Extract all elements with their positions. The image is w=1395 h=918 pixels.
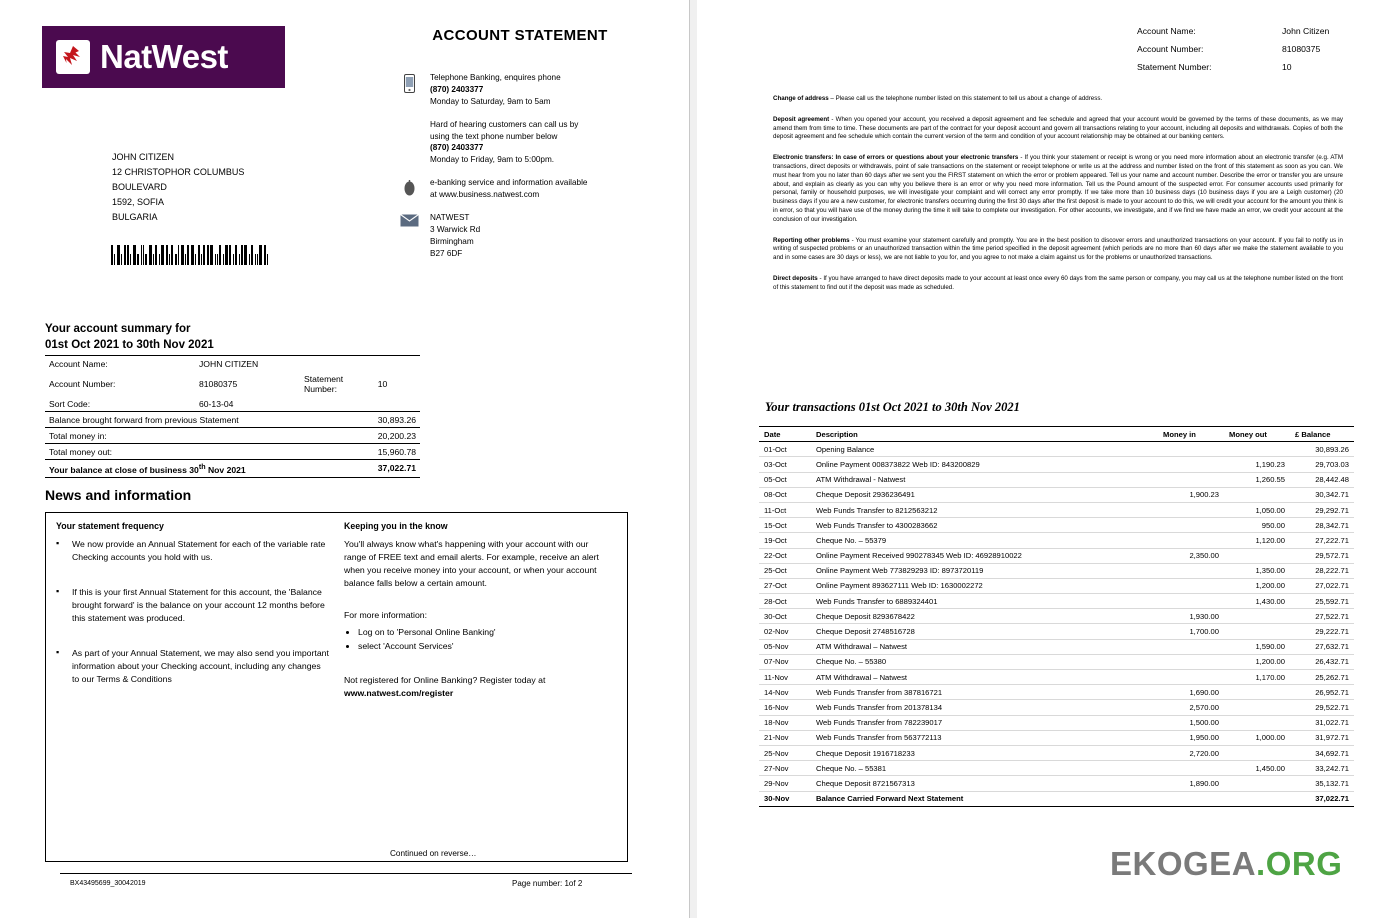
spacer-cell bbox=[374, 396, 420, 412]
contact-line: 3 Warwick Rd bbox=[430, 224, 481, 234]
transactions-table bbox=[759, 426, 1354, 807]
cell-money-out bbox=[1224, 715, 1290, 730]
cell-money-out bbox=[1224, 745, 1290, 760]
cell-money-out: 1,200.00 bbox=[1224, 578, 1290, 593]
cell-money-in bbox=[1158, 472, 1224, 487]
contact-line: Monday to Friday, 9am to 5:00pm. bbox=[430, 155, 555, 165]
transactions-body bbox=[759, 442, 1354, 807]
closing-balance-value: 37,022.71 bbox=[374, 460, 420, 478]
cell-money-out bbox=[1224, 685, 1290, 700]
cell-balance: 37,022.71 bbox=[1290, 791, 1354, 806]
cell-money-out: 1,590.00 bbox=[1224, 639, 1290, 654]
textphone-icon bbox=[388, 119, 430, 167]
footer-divider bbox=[60, 873, 632, 874]
legal-notices bbox=[773, 95, 1343, 305]
closing-balance-row bbox=[45, 460, 420, 478]
closing-balance-label bbox=[45, 460, 374, 478]
cell-money-in: 1,890.00 bbox=[1158, 776, 1224, 791]
closing-label-sup: th bbox=[198, 462, 206, 471]
summary-heading-line2: 01st Oct 2021 to 30th Nov 2021 bbox=[45, 338, 214, 351]
legal-title: Reporting other problems bbox=[773, 236, 850, 244]
legal-paragraph bbox=[773, 237, 1343, 263]
account-summary-heading bbox=[45, 322, 214, 353]
cell-money-in bbox=[1158, 578, 1224, 593]
table-row bbox=[759, 578, 1354, 593]
news-heading: News and information bbox=[45, 487, 192, 503]
cell-money-in bbox=[1158, 639, 1224, 654]
contact-line: B27 6DF bbox=[430, 248, 463, 258]
balance-row bbox=[45, 412, 420, 428]
contact-line: Birmingham bbox=[430, 236, 474, 246]
summary-extra-value: 10 bbox=[377, 378, 388, 389]
cell-date: 05-Nov bbox=[759, 639, 811, 654]
balance-label: Total money in: bbox=[45, 428, 374, 444]
cell-date: 25-Oct bbox=[759, 563, 811, 578]
summary-row bbox=[45, 356, 420, 372]
table-row bbox=[759, 624, 1354, 639]
legal-body: - You must examine your statement carefully and promptly. You are in the best position to discover errors and unauthorized transactions on your account. If you fail to notify us in writing of suspected problems or an unauthorized transaction within the time period specified in the deposit agreement (which periods are no more than 60 days after we make the statement available to you and in some cases are 30 days or less), we are not liable to you for, and you agree to not make a claim against us for the problems or unauthorized transactions. bbox=[773, 236, 1343, 262]
column-header-description: Description bbox=[811, 427, 1158, 442]
continued-note: Continued on reverse… bbox=[390, 849, 477, 858]
cell-money-out: 1,430.00 bbox=[1224, 594, 1290, 609]
cell-money-in bbox=[1158, 533, 1224, 548]
table-row bbox=[759, 487, 1354, 502]
legal-paragraph bbox=[773, 154, 1343, 224]
cell-balance: 27,522.71 bbox=[1290, 609, 1354, 624]
cell-money-in bbox=[1158, 594, 1224, 609]
news-right-title: Keeping you in the know bbox=[344, 521, 448, 531]
watermark bbox=[1110, 845, 1342, 883]
cell-money-in bbox=[1158, 563, 1224, 578]
cell-date: 18-Nov bbox=[759, 715, 811, 730]
cell-date: 27-Nov bbox=[759, 761, 811, 776]
cell-date: 14-Nov bbox=[759, 685, 811, 700]
cell-money-out: 1,120.00 bbox=[1224, 533, 1290, 548]
address-line: 1592, SOFIA bbox=[112, 197, 165, 208]
meta-row bbox=[1137, 62, 1329, 72]
cell-date: 19-Oct bbox=[759, 533, 811, 548]
contact-telephone-banking bbox=[388, 72, 633, 108]
account-meta bbox=[1137, 26, 1329, 80]
watermark-suffix: .ORG bbox=[1256, 845, 1343, 882]
contact-textphone bbox=[388, 119, 633, 167]
cell-description: Web Funds Transfer to 6889324401 bbox=[811, 594, 1158, 609]
contact-block bbox=[388, 72, 633, 271]
cell-balance: 35,132.71 bbox=[1290, 776, 1354, 791]
cell-date: 29-Nov bbox=[759, 776, 811, 791]
meta-value: John Citizen bbox=[1282, 26, 1330, 36]
table-row bbox=[759, 472, 1354, 487]
cell-money-out bbox=[1224, 791, 1290, 806]
cell-money-in bbox=[1158, 791, 1224, 806]
transactions-heading: Your transactions 01st Oct 2021 to 30th Nov 2021 bbox=[765, 400, 1020, 414]
news-left-title: Your statement frequency bbox=[56, 521, 164, 531]
news-bullet: ▪ If this is your first Annual Statement for this account, the 'Balance brought forward' is the balance on your account 12 months before this statement was produced. bbox=[56, 586, 330, 625]
balance-label: Balance brought forward from previous Statement bbox=[45, 412, 374, 428]
cell-money-out: 1,200.00 bbox=[1224, 654, 1290, 669]
account-summary-table bbox=[45, 355, 420, 478]
meta-row bbox=[1137, 44, 1329, 54]
legal-body: - If you think your statement or receipt is wrong or you need more information about an electronic transfer (e.g. ATM transactions, direct deposits or withdrawals, point of sale transactions on the statement or receipt telephone or write us at the address and number listed on the front of this statement as soon as you can. We must hear from you no later than 60 days after we sent you the FIRST statement on which the error or problem appeared. Tell us your name and account number. Describe the error or transfer you are unsure about, and explain as clearly as you can why you believe there is an error or why you need more information. Tell us the Pound amount of the suspected error. For consumer accounts used primarily for personal, family or household purposes, we will investigate your complaint and will correct any error promptly. If we take more than 10 business days (10 business days if you are a Leigh customer) (20 business days if you are a new customer, for electronic transfers occurring during the first 30 days after the first deposit is made to your account to do this, we will credit your account for the amount you think is in error, so that you will have use of the money during the time it will take to complete our investigation. For other accounts, we investigate, and if we find we have made an error, we credit your account at the conclusion of our investigation. bbox=[773, 154, 1343, 223]
envelope-icon bbox=[388, 212, 430, 260]
cell-money-out: 1,450.00 bbox=[1224, 761, 1290, 776]
contact-ebanking bbox=[388, 177, 633, 201]
cell-balance: 27,022.71 bbox=[1290, 578, 1354, 593]
table-row bbox=[759, 670, 1354, 685]
cell-money-in bbox=[1158, 518, 1224, 533]
cell-balance: 27,222.71 bbox=[1290, 533, 1354, 548]
cell-money-out: 1,350.00 bbox=[1224, 563, 1290, 578]
news-bullet: ▪ As part of your Annual Statement, we may also send you important information about your Checking account, including any changes to our Terms & Conditions bbox=[56, 647, 330, 686]
contact-phone: (870) 2403377 bbox=[430, 143, 484, 153]
cell-date: 05-Oct bbox=[759, 472, 811, 487]
cell-date: 15-Oct bbox=[759, 518, 811, 533]
cell-date: 03-Oct bbox=[759, 457, 811, 472]
table-row bbox=[759, 639, 1354, 654]
table-row bbox=[759, 745, 1354, 760]
cell-balance: 28,442.48 bbox=[1290, 472, 1354, 487]
news-more-item: • select 'Account Services' bbox=[358, 640, 612, 654]
balance-row bbox=[45, 428, 420, 444]
cell-date: 08-Oct bbox=[759, 487, 811, 502]
cell-money-in: 1,950.00 bbox=[1158, 730, 1224, 745]
news-bullet: ▪ We now provide an Annual Statement for each of the variable rate Checking accounts you hold with us. bbox=[56, 538, 330, 564]
legal-paragraph bbox=[773, 95, 1343, 104]
news-register-text: Not registered for Online Banking? Register today at bbox=[344, 675, 546, 686]
contact-line: NATWEST bbox=[430, 213, 470, 223]
legal-title: Deposit agreement bbox=[773, 115, 830, 123]
table-row bbox=[759, 654, 1354, 669]
statement-page-1 bbox=[0, 0, 690, 918]
mouse-icon bbox=[388, 177, 430, 201]
cell-balance: 30,893.26 bbox=[1290, 442, 1354, 457]
closing-label-b: Nov 2021 bbox=[205, 464, 246, 475]
legal-title: Direct deposits bbox=[773, 274, 818, 282]
meta-value: 10 bbox=[1282, 62, 1292, 72]
summary-value: 60-13-04 bbox=[195, 396, 300, 412]
cell-balance: 33,242.71 bbox=[1290, 761, 1354, 776]
legal-body: - If you have arranged to have direct deposits made to your account at least once every 60 days from the same person or company, you may call us at the telephone number listed on the front of this statement to find out if the deposit was made as scheduled. bbox=[773, 274, 1343, 291]
cell-balance: 27,632.71 bbox=[1290, 639, 1354, 654]
closing-label-a: Your balance at close of business 30 bbox=[49, 464, 199, 475]
cell-description: Online Payment Received 990278345 Web ID: 46928910022 bbox=[811, 548, 1158, 563]
cell-money-out: 950.00 bbox=[1224, 518, 1290, 533]
cell-balance: 29,522.71 bbox=[1290, 700, 1354, 715]
contact-line: e-banking service and information available bbox=[430, 178, 588, 188]
cell-date: 28-Oct bbox=[759, 594, 811, 609]
cell-money-in: 2,350.00 bbox=[1158, 548, 1224, 563]
address-line: 12 CHRISTOPHOR COLUMBUS bbox=[112, 167, 245, 178]
column-header-money-out: Money out bbox=[1224, 427, 1290, 442]
news-register-url[interactable]: www.natwest.com/register bbox=[344, 688, 454, 699]
cell-description: Web Funds Transfer to 8212563212 bbox=[811, 502, 1158, 517]
cell-description: Cheque Deposit 1916718233 bbox=[811, 745, 1158, 760]
table-row bbox=[759, 457, 1354, 472]
customer-address bbox=[112, 150, 244, 226]
cell-date: 11-Nov bbox=[759, 670, 811, 685]
cell-date: 30-Nov bbox=[759, 791, 811, 806]
cell-money-in: 1,690.00 bbox=[1158, 685, 1224, 700]
cell-money-out bbox=[1224, 487, 1290, 502]
cell-money-out bbox=[1224, 776, 1290, 791]
balance-label: Total money out: bbox=[45, 444, 374, 460]
cell-date: 25-Nov bbox=[759, 745, 811, 760]
cell-money-out bbox=[1224, 548, 1290, 563]
cell-description: Cheque Deposit 8293678422 bbox=[811, 609, 1158, 624]
cell-date: 21-Nov bbox=[759, 730, 811, 745]
cell-description: Cheque No. – 55381 bbox=[811, 761, 1158, 776]
contact-line: using the text phone number below bbox=[430, 131, 558, 141]
cell-date: 27-Oct bbox=[759, 578, 811, 593]
cell-description: Web Funds Transfer to 4300283662 bbox=[811, 518, 1158, 533]
meta-label: Statement Number: bbox=[1137, 62, 1212, 72]
spacer-cell bbox=[300, 396, 374, 412]
balance-value: 30,893.26 bbox=[374, 412, 420, 428]
cell-money-in: 2,720.00 bbox=[1158, 745, 1224, 760]
cell-balance: 28,222.71 bbox=[1290, 563, 1354, 578]
cell-description: ATM Withdrawal - Natwest bbox=[811, 472, 1158, 487]
footer-doc-code: BX43495699_30042019 bbox=[70, 880, 146, 887]
summary-extra-value bbox=[374, 356, 420, 372]
news-more-info-label: For more information: bbox=[344, 610, 428, 621]
natwest-chevron-icon bbox=[56, 40, 90, 74]
cell-balance: 26,952.71 bbox=[1290, 685, 1354, 700]
cell-description: Web Funds Transfer from 201378134 bbox=[811, 700, 1158, 715]
cell-money-in bbox=[1158, 442, 1224, 457]
summary-row bbox=[45, 396, 420, 412]
table-row bbox=[759, 548, 1354, 563]
cell-description: Cheque Deposit 8721567313 bbox=[811, 776, 1158, 791]
cell-description: Cheque Deposit 2936236491 bbox=[811, 487, 1158, 502]
table-row bbox=[759, 685, 1354, 700]
legal-paragraph bbox=[773, 116, 1343, 142]
cell-money-in bbox=[1158, 761, 1224, 776]
cell-money-in bbox=[1158, 502, 1224, 517]
cell-money-in: 1,900.23 bbox=[1158, 487, 1224, 502]
news-register-line bbox=[344, 674, 612, 700]
cell-balance: 30,342.71 bbox=[1290, 487, 1354, 502]
legal-body: – Please call us the telephone number listed on this statement to tell us about a change of address. bbox=[828, 95, 1103, 102]
cell-money-in: 2,570.00 bbox=[1158, 700, 1224, 715]
table-row bbox=[759, 700, 1354, 715]
meta-label: Account Name: bbox=[1137, 26, 1196, 36]
cell-date: 02-Nov bbox=[759, 624, 811, 639]
cell-date: 11-Oct bbox=[759, 502, 811, 517]
cell-balance: 25,262.71 bbox=[1290, 670, 1354, 685]
meta-row bbox=[1137, 26, 1329, 36]
cell-description: Opening Balance bbox=[811, 442, 1158, 457]
summary-extra-label bbox=[300, 356, 374, 372]
natwest-logo bbox=[42, 26, 285, 88]
address-line: BULGARIA bbox=[112, 212, 158, 223]
cell-balance: 31,022.71 bbox=[1290, 715, 1354, 730]
cell-money-out bbox=[1224, 609, 1290, 624]
cell-balance: 29,572.71 bbox=[1290, 548, 1354, 563]
table-row bbox=[759, 791, 1354, 806]
cell-description: ATM Withdrawal – Natwest bbox=[811, 670, 1158, 685]
table-row bbox=[759, 563, 1354, 578]
cell-balance: 28,342.71 bbox=[1290, 518, 1354, 533]
legal-paragraph bbox=[773, 275, 1343, 293]
cell-balance: 29,222.71 bbox=[1290, 624, 1354, 639]
footer-page-number: Page number: 1of 2 bbox=[512, 879, 583, 888]
cell-money-in: 1,930.00 bbox=[1158, 609, 1224, 624]
meta-label: Account Number: bbox=[1137, 44, 1204, 54]
cell-balance: 29,703.03 bbox=[1290, 457, 1354, 472]
cell-description: Cheque No. – 55379 bbox=[811, 533, 1158, 548]
barcode bbox=[111, 241, 270, 265]
transactions-table-wrapper bbox=[759, 426, 1354, 807]
cell-money-out bbox=[1224, 442, 1290, 457]
table-header-row bbox=[759, 427, 1354, 442]
cell-money-in bbox=[1158, 457, 1224, 472]
table-row bbox=[759, 594, 1354, 609]
cell-money-in bbox=[1158, 654, 1224, 669]
meta-value: 81080375 bbox=[1282, 44, 1321, 54]
contact-line: Monday to Saturday, 9am to 5am bbox=[430, 96, 551, 106]
summary-value: JOHN CITIZEN bbox=[195, 356, 300, 372]
table-row bbox=[759, 518, 1354, 533]
legal-body: - When you opened your account, you received a deposit agreement and fee schedule and agreed that your account would be governed by the terms of these documents, as we may amend them from time to time. These documents are part of the contract for your deposit account and govern all transactions relating to your account, including all deposits and withdrawals. Copies of both the deposit agreement and fee schedule which contain the current version of the term and condition of your account relationship may be obtained at our banking centers. bbox=[773, 115, 1344, 141]
table-row bbox=[759, 609, 1354, 624]
contact-phone: (870) 2403377 bbox=[430, 84, 484, 94]
cell-balance: 25,592.71 bbox=[1290, 594, 1354, 609]
cell-balance: 31,972.71 bbox=[1290, 730, 1354, 745]
summary-row bbox=[45, 371, 420, 396]
table-row bbox=[759, 442, 1354, 457]
cell-date: 22-Oct bbox=[759, 548, 811, 563]
summary-value: 81080375 bbox=[199, 378, 238, 389]
column-header-money-in: Money in bbox=[1158, 427, 1224, 442]
cell-money-out: 1,260.55 bbox=[1224, 472, 1290, 487]
summary-label: Account Name: bbox=[45, 356, 195, 372]
table-row bbox=[759, 761, 1354, 776]
table-row bbox=[759, 502, 1354, 517]
balance-value: 15,960.78 bbox=[374, 444, 420, 460]
table-row bbox=[759, 776, 1354, 791]
table-row bbox=[759, 730, 1354, 745]
cell-description: Web Funds Transfer from 563772113 bbox=[811, 730, 1158, 745]
natwest-wordmark: NatWest bbox=[100, 38, 228, 75]
contact-line: at www.business.natwest.com bbox=[430, 190, 540, 200]
contact-line: Hard of hearing customers can call us by bbox=[430, 119, 579, 129]
contact-postal-address bbox=[388, 212, 633, 260]
cell-money-out: 1,190.23 bbox=[1224, 457, 1290, 472]
column-header-balance: £ Balance bbox=[1290, 427, 1354, 442]
statement-page-2 bbox=[697, 0, 1395, 918]
table-row bbox=[759, 715, 1354, 730]
news-panel bbox=[45, 512, 628, 862]
cell-date: 30-Oct bbox=[759, 609, 811, 624]
balance-row bbox=[45, 444, 420, 460]
cell-description: Online Payment 893627111 Web ID: 1630002272 bbox=[811, 578, 1158, 593]
legal-title: Change of address bbox=[773, 95, 829, 102]
legal-title: Electronic transfers: In case of errors or questions about your electronic transfers bbox=[773, 154, 1019, 162]
cell-money-out bbox=[1224, 624, 1290, 639]
cell-date: 01-Oct bbox=[759, 442, 811, 457]
cell-description: ATM Withdrawal – Natwest bbox=[811, 639, 1158, 654]
summary-label: Sort Code: bbox=[45, 396, 195, 412]
news-more-item: • Log on to 'Personal Online Banking' bbox=[358, 626, 612, 640]
cell-date: 16-Nov bbox=[759, 700, 811, 715]
cell-description: Cheque Deposit 2748516728 bbox=[811, 624, 1158, 639]
news-right-column bbox=[344, 521, 612, 708]
cell-balance: 29,292.71 bbox=[1290, 502, 1354, 517]
cell-description: Online Payment 008373822 Web ID: 843200829 bbox=[811, 457, 1158, 472]
cell-money-out: 1,050.00 bbox=[1224, 502, 1290, 517]
mobile-phone-icon bbox=[388, 72, 430, 108]
address-line: BOULEVARD bbox=[112, 182, 167, 193]
cell-description: Balance Carried Forward Next Statement bbox=[811, 791, 1158, 806]
balance-value: 20,200.23 bbox=[374, 428, 420, 444]
cell-date: 07-Nov bbox=[759, 654, 811, 669]
news-left-column bbox=[56, 521, 344, 708]
address-line: JOHN CITIZEN bbox=[112, 152, 174, 162]
watermark-text: EKOGEA bbox=[1110, 845, 1257, 882]
news-right-paragraph: You'll always know what's happening with your account with our range of FREE text and email alerts. For example, receive an alert when you receive money into your account, or when your account balance falls below a certain amount. bbox=[344, 539, 599, 589]
cell-money-in: 1,700.00 bbox=[1158, 624, 1224, 639]
cell-balance: 34,692.71 bbox=[1290, 745, 1354, 760]
summary-label: Account Number: bbox=[49, 378, 116, 389]
table-row bbox=[759, 533, 1354, 548]
cell-balance: 26,432.71 bbox=[1290, 654, 1354, 669]
cell-description: Web Funds Transfer from 387816721 bbox=[811, 685, 1158, 700]
cell-money-out: 1,170.00 bbox=[1224, 670, 1290, 685]
cell-money-in bbox=[1158, 670, 1224, 685]
cell-description: Cheque No. – 55380 bbox=[811, 654, 1158, 669]
contact-line: Telephone Banking, enquires phone bbox=[430, 73, 561, 82]
cell-description: Web Funds Transfer from 782239017 bbox=[811, 715, 1158, 730]
cell-money-out bbox=[1224, 700, 1290, 715]
cell-money-in: 1,500.00 bbox=[1158, 715, 1224, 730]
column-header-date: Date bbox=[759, 427, 811, 442]
page-title: ACCOUNT STATEMENT bbox=[432, 27, 608, 44]
summary-extra-label: Statement Number: bbox=[304, 373, 344, 394]
cell-money-out: 1,000.00 bbox=[1224, 730, 1290, 745]
cell-description: Online Payment Web 773829293 ID: 8973720119 bbox=[811, 563, 1158, 578]
summary-heading-line1: Your account summary for bbox=[45, 323, 191, 335]
